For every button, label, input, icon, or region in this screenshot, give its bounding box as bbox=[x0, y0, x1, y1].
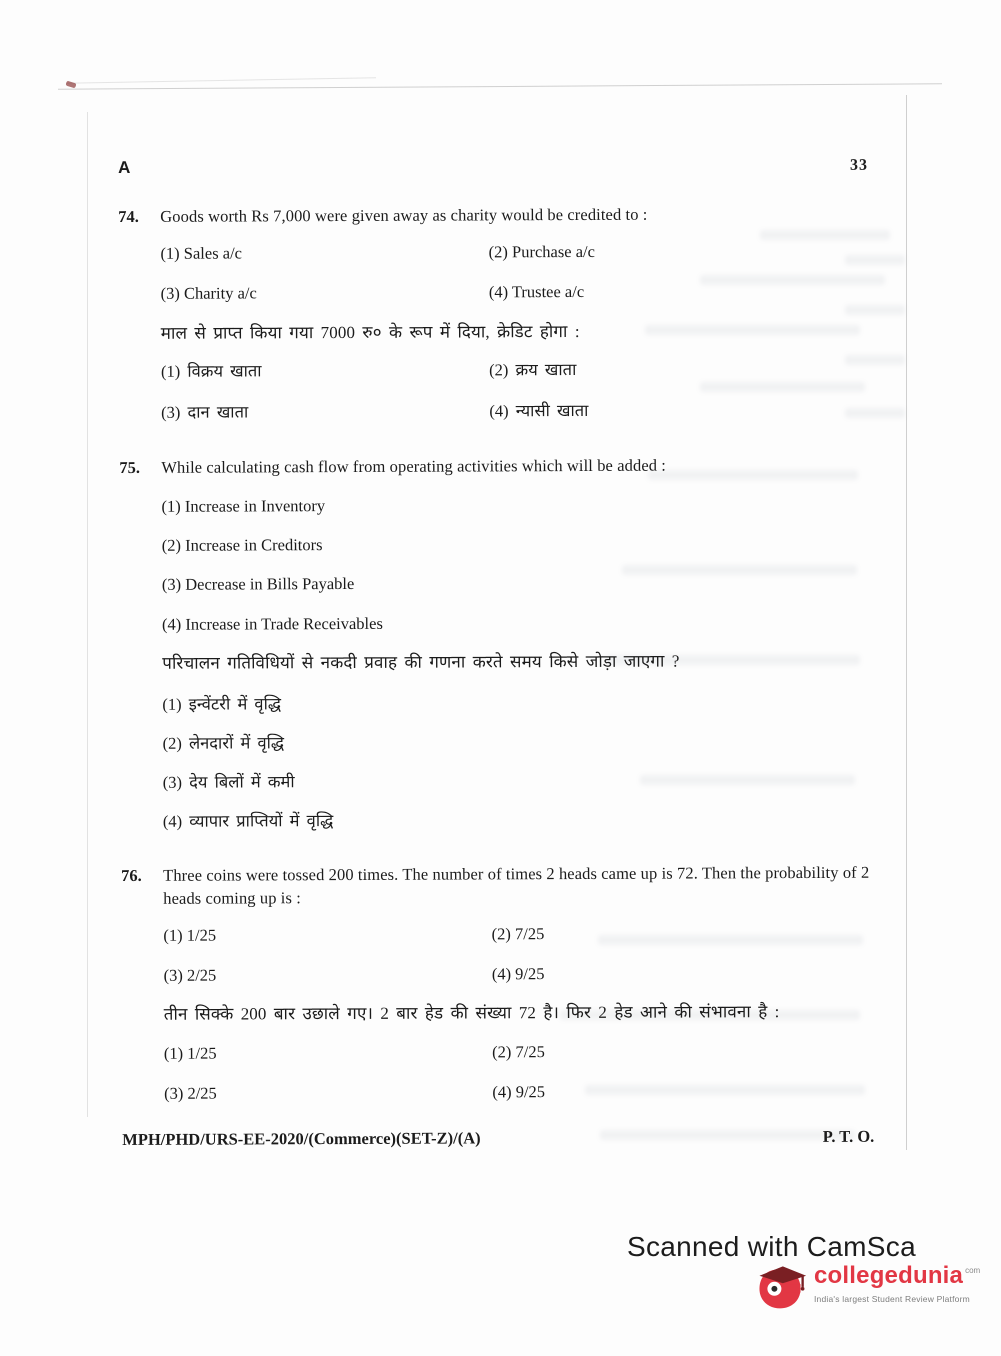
brand-tagline: India's largest Student Review Platform bbox=[814, 1294, 970, 1304]
option: (3) 2/25 bbox=[163, 965, 217, 985]
page-header bbox=[118, 155, 906, 178]
pto-label: P. T. O. bbox=[822, 1126, 875, 1146]
options-english bbox=[161, 492, 908, 635]
collegedunia-logo-icon bbox=[752, 1258, 808, 1314]
option: (3) देय बिलों में कमी bbox=[162, 772, 295, 792]
option: (3) दान खाता bbox=[161, 401, 249, 422]
question-number: 76. bbox=[121, 865, 142, 885]
page-content bbox=[118, 155, 910, 1150]
page-number: 33 bbox=[850, 156, 869, 174]
question-number: 75. bbox=[119, 457, 141, 477]
question-76 bbox=[121, 860, 910, 1105]
option: (4) न्यासी खाता bbox=[489, 400, 589, 420]
options-hindi bbox=[162, 690, 909, 833]
scan-smudge-artifact bbox=[65, 81, 76, 89]
options-hindi bbox=[161, 358, 907, 424]
options-english bbox=[163, 921, 909, 987]
scan-edge-artifact bbox=[58, 83, 942, 89]
question-text-english: Goods worth Rs 7,000 were given away as charity would be credited to : bbox=[160, 204, 648, 226]
scan-edge-artifact bbox=[87, 112, 88, 1117]
option: (2) 7/25 bbox=[491, 923, 545, 944]
option: (2) Increase in Creditors bbox=[161, 535, 323, 555]
camscanner-watermark: Scanned with CamSca bbox=[627, 1231, 916, 1262]
option: (4) Increase in Trade Receivables bbox=[161, 613, 383, 634]
collegedunia-logo bbox=[752, 1258, 980, 1314]
option: (4) Trustee a/c bbox=[488, 282, 585, 302]
options-hindi bbox=[164, 1040, 910, 1106]
page-footer bbox=[122, 1126, 910, 1149]
options-english bbox=[160, 240, 906, 306]
question-text-hindi: तीन सिक्के 200 बार उछाले गए। 2 बार हेड की संख्या 72 है। फिर 2 हेड आने की संभावना है : bbox=[163, 1002, 780, 1025]
question-text-hindi: परिचालन गतिविधियों से नकदी प्रवाह की गणना करते समय किसे जोड़ा जाएगा ? bbox=[162, 651, 680, 673]
option: (1) 1/25 bbox=[163, 1043, 217, 1063]
brand-name: collegedunia bbox=[814, 1262, 964, 1289]
option: (4) 9/25 bbox=[491, 964, 545, 984]
option: (3) Charity a/c bbox=[160, 283, 257, 304]
question-number: 74. bbox=[118, 206, 139, 226]
option: (2) क्रय खाता bbox=[489, 360, 577, 380]
option: (1) Increase in Inventory bbox=[161, 495, 326, 516]
option: (1) 1/25 bbox=[163, 925, 217, 945]
option: (4) व्यापार प्राप्तियों में वृद्धि bbox=[162, 811, 334, 832]
question-text-english: Three coins were tossed 200 times. The number of times 2 heads came up is 72. Then the probability of 2 heads coming up is : bbox=[163, 862, 870, 908]
question-75 bbox=[119, 452, 909, 833]
paper-code: MPH/PHD/URS-EE-2020/(Commerce)(SET-Z)/(A) bbox=[122, 1127, 481, 1149]
option: (1) Sales a/c bbox=[160, 243, 243, 263]
option: (4) 9/25 bbox=[492, 1082, 546, 1102]
option: (1) विक्रय खाता bbox=[160, 361, 262, 382]
set-letter: A bbox=[118, 157, 131, 177]
option: (2) 7/25 bbox=[492, 1042, 545, 1062]
option: (3) Decrease in Bills Payable bbox=[161, 574, 355, 595]
question-text-hindi: माल से प्राप्त किया गया 7000 रु० के रूप में दिया, क्रेडिट होगा : bbox=[160, 321, 580, 343]
option: (1) इन्वेंटरी में वृद्धि bbox=[162, 693, 282, 714]
option: (3) 2/25 bbox=[164, 1083, 217, 1104]
question-74 bbox=[118, 202, 907, 424]
brand-tld: com bbox=[965, 1266, 981, 1275]
question-text-english: While calculating cash flow from operating activities which will be added : bbox=[161, 455, 667, 477]
option: (2) Purchase a/c bbox=[488, 242, 595, 262]
option: (2) लेनदारों में वृद्धि bbox=[162, 733, 285, 753]
scan-edge-artifact bbox=[66, 77, 376, 83]
